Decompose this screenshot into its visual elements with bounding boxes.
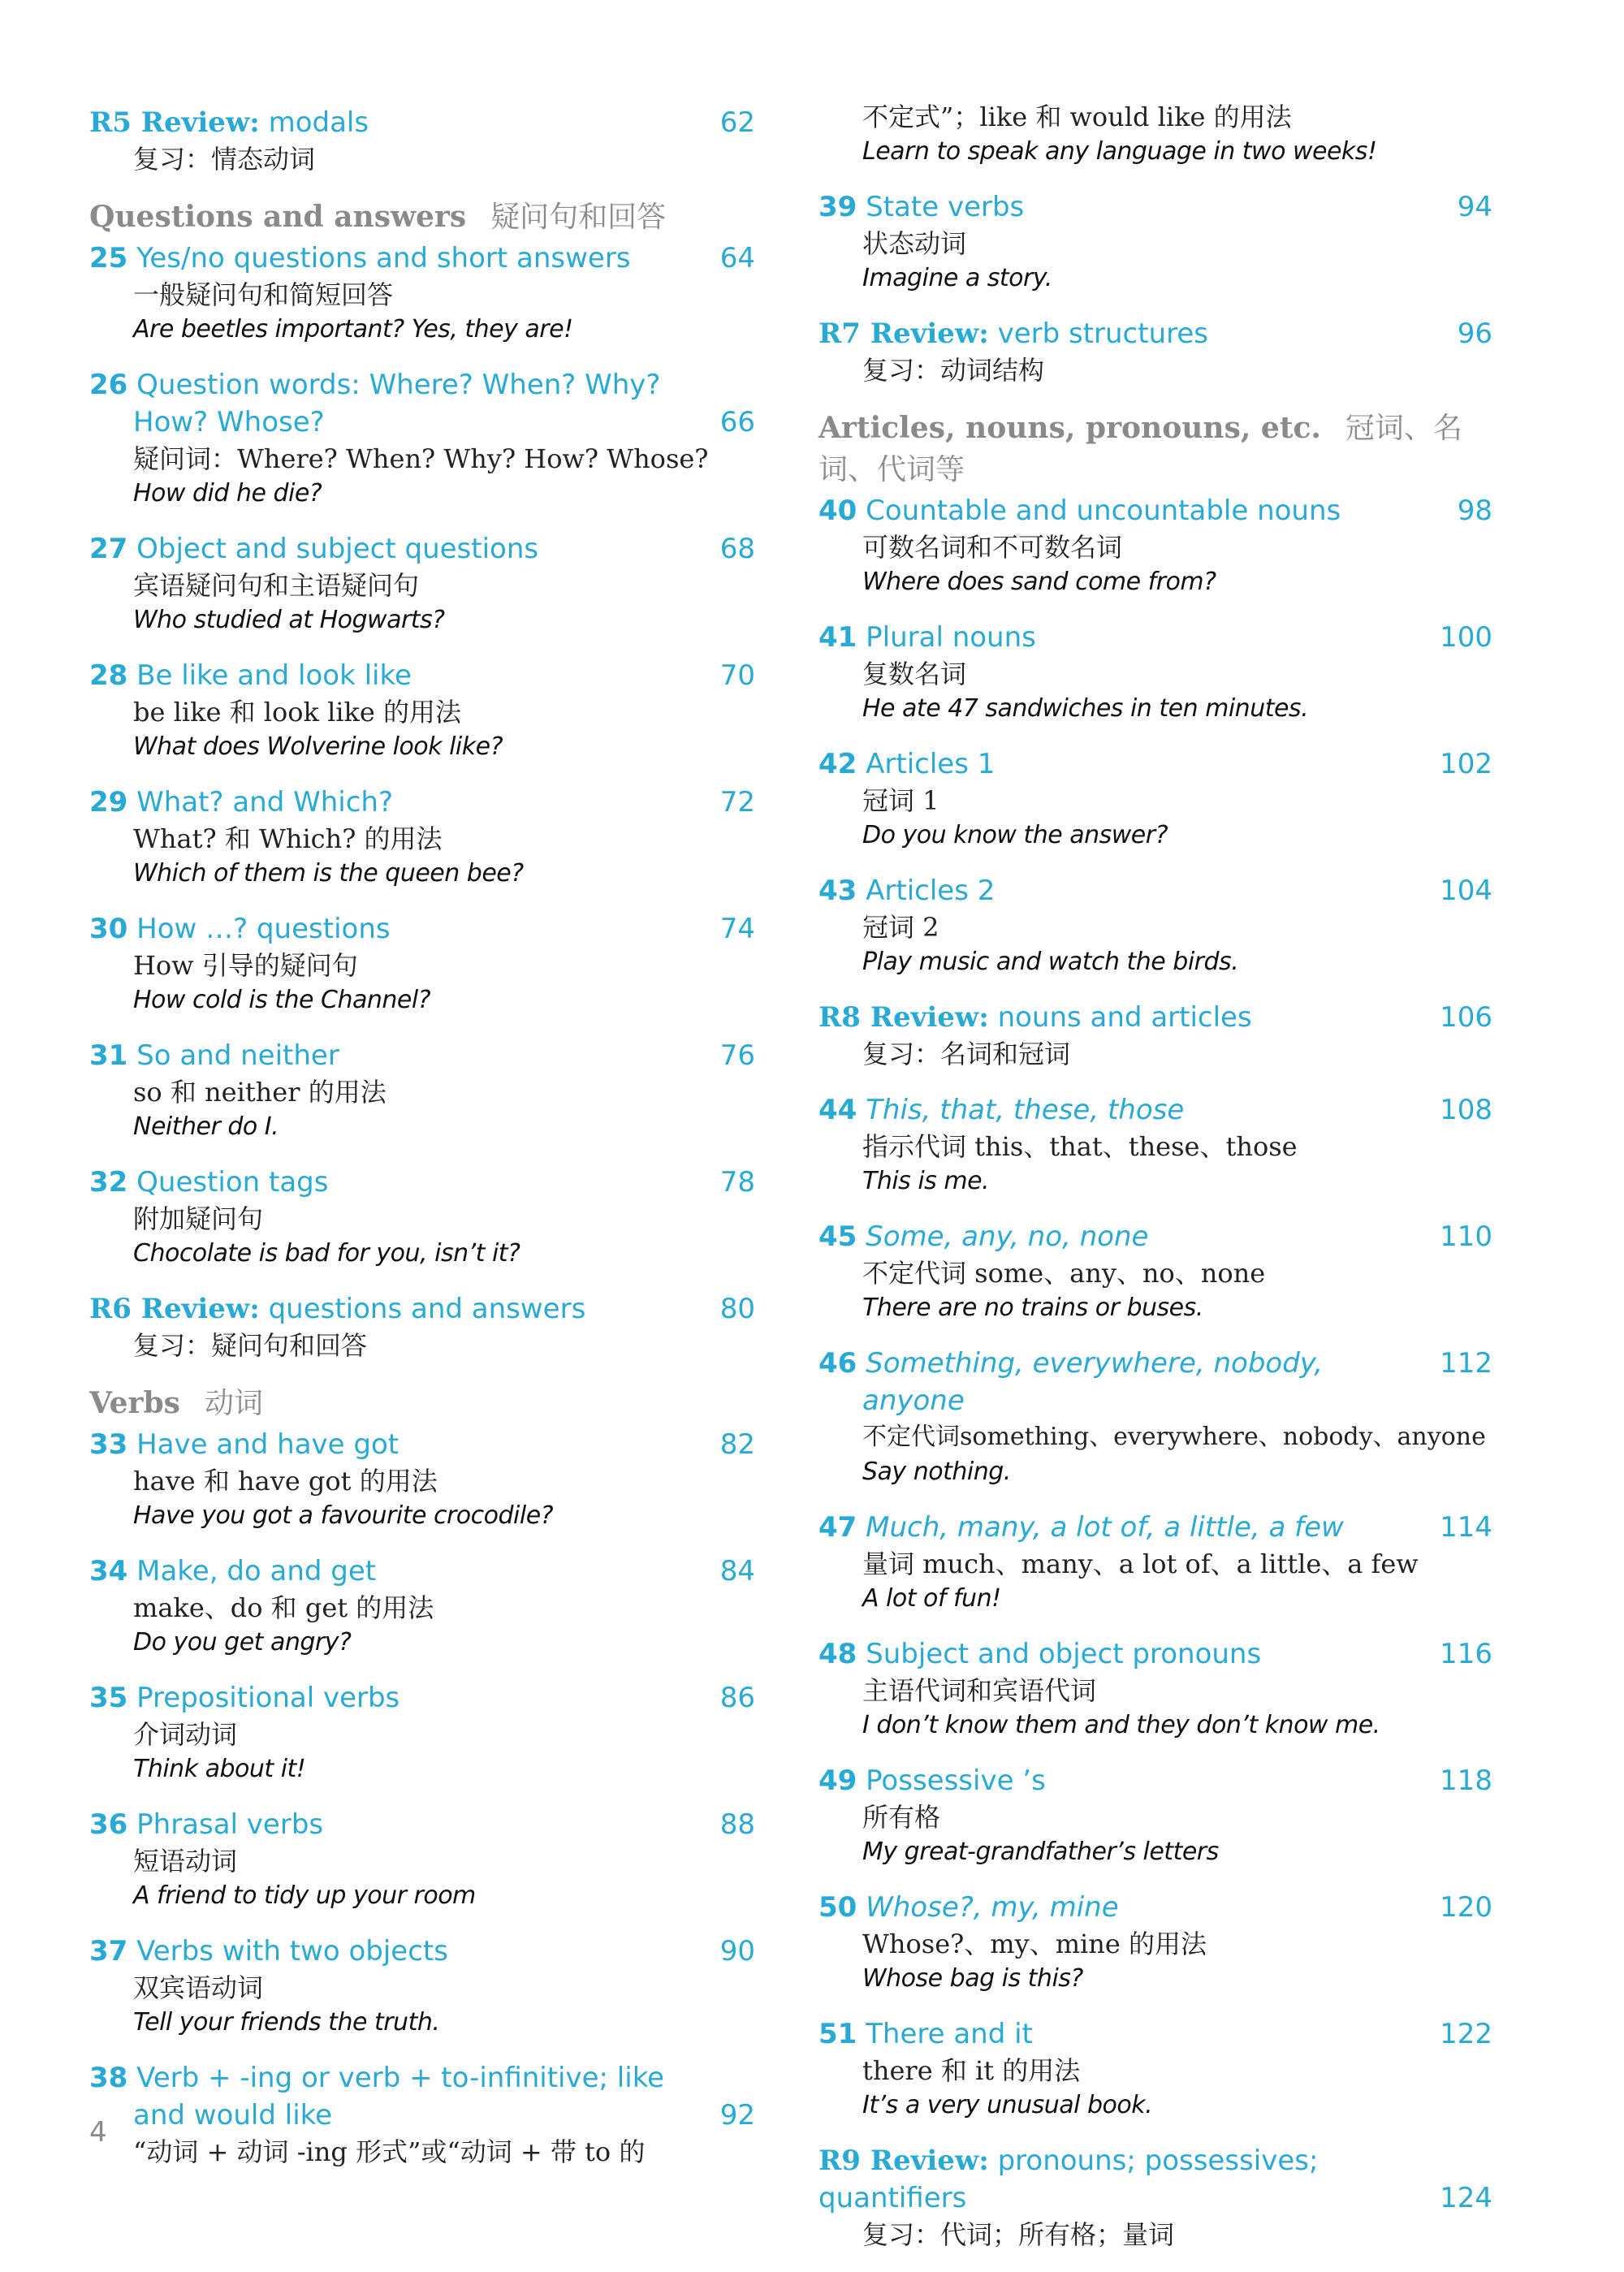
unit-entry [89,910,755,1017]
section-title-cn: 动词 [204,1387,263,1420]
chinese-translation: 不定式”；like 和 would like 的用法 [862,102,1292,132]
example-sentence: I don’t know them and they don’t know me. [862,1711,1380,1739]
section-heading [89,197,755,238]
chinese-translation: have 和 have got 的用法 [133,1466,438,1497]
chinese-translation: 复习：代词；所有格；量词 [862,2219,1175,2250]
unit-number: 30 [89,913,128,945]
unit-entry [89,1037,755,1144]
chinese-translation: so 和 neither 的用法 [133,1077,387,1108]
unit-name: Possessive ’s [866,1764,1046,1797]
review-label: R6 Review: [89,1293,260,1325]
chinese-translation: Whose?、my、mine 的用法 [862,1929,1207,1959]
unit-name: Some, any, no, none [866,1220,1149,1253]
unit-name: Question tags [136,1166,329,1199]
unit-number: 34 [89,1555,128,1587]
unit-title[interactable] [89,910,706,948]
unit-number: 25 [89,242,128,274]
page-ref[interactable]: 120 [1440,1891,1492,1924]
example-sentence: Think about it! [133,1755,306,1783]
unit-number: 29 [89,786,128,819]
unit-number: 28 [89,659,128,692]
unit-number: 39 [818,191,857,223]
page-ref[interactable]: 114 [1440,1511,1492,1544]
chinese-translation: 复习：疑问句和回答 [133,1330,368,1361]
page-ref[interactable]: 124 [1440,2182,1492,2214]
unit-entry [818,1635,1492,1743]
page-ref[interactable]: 122 [1440,2018,1492,2050]
review-entry [818,2142,1492,2253]
review-topic: pronouns; possessives; quantifiers [818,2145,1319,2214]
page-ref[interactable]: 62 [719,106,755,139]
unit-name: Phrasal verbs [136,1808,324,1841]
unit-name: Have and have got [136,1428,400,1461]
unit-title[interactable] [818,1889,1440,1926]
unit-number: 43 [818,875,857,907]
unit-name: Verb + -ing or verb + to-infinitive; like and would like [133,2062,665,2132]
chinese-translation: 双宾语动词 [133,1972,264,2003]
unit-name: There and it [866,2018,1033,2050]
unit-entry [89,1806,755,1913]
page-ref[interactable]: 92 [719,2099,755,2132]
chinese-translation: make、do 和 get 的用法 [133,1592,434,1623]
page-ref[interactable]: 86 [719,1682,755,1714]
page-ref[interactable]: 82 [719,1428,755,1461]
page-ref[interactable]: 64 [719,242,755,274]
section-title-cn: 冠词、名词、代词等 [818,412,1462,486]
unit-entry [818,1091,1492,1199]
unit-title[interactable] [818,619,1440,656]
chinese-translation: 一般疑问句和简短回答 [133,279,394,310]
chinese-translation: be like 和 look like 的用法 [133,697,462,728]
chinese-translation: 复习：名词和冠词 [862,1039,1071,1069]
unit-number: 36 [89,1808,128,1841]
page-ref[interactable]: 68 [719,533,755,565]
unit-title[interactable] [818,1762,1440,1799]
example-sentence: A friend to tidy up your room [133,1881,476,1910]
unit-title[interactable] [818,2015,1440,2053]
unit-number: 50 [818,1891,857,1924]
chinese-translation: 宾语疑问句和主语疑问句 [133,570,420,601]
review-entry [818,999,1492,1072]
unit-title[interactable] [89,2059,706,2134]
chinese-translation: 可数名词和不可数名词 [862,532,1123,563]
unit-name: Something, everywhere, nobody, anyone [862,1347,1324,1417]
unit-entry [89,1679,755,1786]
page-ref[interactable]: 76 [719,1039,755,1072]
unit-name: Yes/no questions and short answers [136,242,631,274]
unit-entry [818,2015,1492,2123]
review-topic: verb structures [997,317,1208,350]
page-ref[interactable]: 116 [1440,1638,1492,1670]
page-ref[interactable]: 90 [719,1935,755,1967]
chinese-translation: 指示代词 this、that、these、those [862,1131,1298,1162]
chinese-translation: 主语代词和宾语代词 [862,1675,1097,1706]
unit-name: Verbs with two objects [136,1935,448,1967]
example-sentence: Neither do I. [133,1112,279,1141]
unit-entry [818,492,1492,599]
unit-name: Whose?, my, mine [866,1891,1119,1924]
unit-entry [818,1218,1492,1325]
example-sentence: How cold is the Channel? [133,986,431,1014]
page-ref[interactable]: 70 [719,659,755,692]
chinese-translation: 冠词 1 [862,785,939,816]
unit-title[interactable] [89,240,706,277]
unit-title[interactable] [89,1933,706,1970]
section-title-cn: 疑问句和回答 [490,201,667,234]
unit-name: So and neither [136,1039,339,1072]
unit-title[interactable] [89,1037,706,1074]
section-title: Verbs [89,1386,180,1420]
page-ref[interactable]: 94 [1457,191,1492,223]
unit-name: Plural nouns [866,621,1036,654]
unit-title[interactable] [89,1164,706,1201]
example-sentence: Whose bag is this? [862,1964,1083,1993]
unit-title[interactable] [818,492,1444,529]
unit-entry [818,872,1492,979]
unit-number: 45 [818,1220,857,1253]
example-sentence: Do you get angry? [133,1628,352,1656]
page-ref[interactable]: 96 [1457,317,1492,350]
example-sentence: Say nothing. [862,1458,1011,1486]
unit-entry [89,240,755,347]
contents-right-column [818,104,1492,2272]
unit-title[interactable] [818,1091,1440,1129]
unit-name: Countable and uncountable nouns [866,495,1341,527]
unit-entry [818,1345,1492,1489]
page-ref[interactable]: 104 [1440,875,1492,907]
chinese-translation: 介词动词 [133,1719,238,1750]
section-heading [818,408,1492,490]
unit-title[interactable] [89,1553,706,1590]
unit-title[interactable] [89,784,706,821]
chinese-translation: 疑问词：Where? When? Why? How? Whose? [133,443,709,474]
page-ref[interactable]: 110 [1440,1220,1492,1253]
unit-number: 40 [818,495,857,527]
chinese-translation: 不定代词something、everywhere、nobody、anyone [862,1423,1486,1451]
example-sentence: Imagine a story. [862,264,1052,292]
unit-title[interactable] [818,1345,1440,1419]
unit-title[interactable] [89,1426,706,1463]
review-title[interactable] [818,315,1444,352]
section-title: Articles, nouns, pronouns, etc. [818,411,1321,445]
example-sentence: Do you know the answer? [862,821,1168,849]
unit-number: 46 [818,1347,857,1380]
chinese-translation: there 和 it 的用法 [862,2055,1081,2086]
unit-title[interactable] [89,366,706,441]
example-sentence: A lot of fun! [862,1584,1001,1613]
unit-name: Prepositional verbs [136,1682,400,1714]
page-ref[interactable]: 118 [1440,1764,1492,1797]
page-ref[interactable]: 98 [1457,495,1492,527]
unit-number: 27 [89,533,128,565]
review-label: R8 Review: [818,1001,989,1034]
chinese-translation: 附加疑问句 [133,1203,264,1234]
review-topic: questions and answers [268,1293,586,1325]
unit-name: Subject and object pronouns [866,1638,1262,1670]
unit-entry [89,366,755,511]
page-ref[interactable]: 72 [719,786,755,819]
unit-title[interactable] [818,745,1440,783]
unit-name: Be like and look like [136,659,412,692]
example-sentence: My great-grandfather’s letters [862,1838,1219,1866]
page-ref[interactable]: 88 [719,1808,755,1841]
unit-number: 42 [818,748,857,780]
review-label: R7 Review: [818,317,989,350]
page-ref[interactable]: 66 [719,406,755,438]
review-topic: modals [268,106,369,139]
unit-entry [818,1889,1492,1996]
example-sentence: What does Wolverine look like? [133,732,503,761]
unit-entry [89,1553,755,1660]
unit-title[interactable] [818,1635,1440,1673]
example-sentence: Have you got a favourite crocodile? [133,1501,554,1530]
example-sentence: Where does sand come from? [862,568,1216,596]
page-ref[interactable]: 100 [1440,621,1492,654]
example-sentence: There are no trains or buses. [862,1294,1203,1322]
chinese-translation: 冠词 2 [862,912,939,943]
page-number: 4 [89,2116,107,2149]
unit-entry-continued [818,99,1492,169]
review-title[interactable] [89,104,706,141]
unit-title[interactable] [89,530,706,568]
chinese-translation: What? 和 Which? 的用法 [133,823,443,854]
page-ref[interactable]: 80 [719,1293,755,1325]
unit-name: What? and Which? [136,786,394,819]
unit-name: This, that, these, those [866,1094,1185,1126]
unit-number: 48 [818,1638,857,1670]
example-sentence: Play music and watch the birds. [862,948,1239,976]
unit-name: Question words: Where? When? Why? How? Whose? [133,369,661,438]
unit-name: State verbs [866,191,1025,223]
unit-name: Make, do and get [136,1555,377,1587]
review-topic: nouns and articles [997,1001,1252,1034]
chinese-translation: 量词 much、many、a lot of、a little、a few [862,1549,1419,1579]
unit-name: Articles 2 [866,875,996,907]
page-ref[interactable]: 78 [719,1166,755,1199]
example-sentence: Are beetles important? Yes, they are! [133,315,573,343]
unit-entry [89,530,755,637]
example-sentence: Tell your friends the truth. [133,2008,440,2037]
review-title[interactable] [89,1290,706,1328]
unit-number: 49 [818,1764,857,1797]
review-label: R9 Review: [818,2145,989,2177]
section-heading [89,1383,755,1424]
unit-number: 31 [89,1039,128,1072]
review-title[interactable] [818,2142,1440,2217]
page-ref[interactable]: 108 [1440,1094,1492,1126]
page-ref[interactable]: 102 [1440,748,1492,780]
chinese-translation: 不定代词 some、any、no、none [862,1258,1266,1289]
unit-title[interactable] [818,872,1440,909]
unit-entry [89,784,755,891]
unit-number: 33 [89,1428,128,1461]
chinese-translation: 短语动词 [133,1846,238,1877]
unit-number: 47 [818,1511,857,1544]
contents-left-column [89,104,755,2189]
unit-number: 51 [818,2018,857,2050]
unit-number: 37 [89,1935,128,1967]
unit-title[interactable] [89,657,706,694]
unit-entry [89,1426,755,1533]
example-sentence: Which of them is the queen bee? [133,859,524,888]
unit-title[interactable] [89,1679,706,1717]
chinese-translation: 复习：动词结构 [862,355,1045,386]
unit-entry [818,745,1492,853]
unit-number: 38 [89,2062,128,2094]
example-sentence: Who studied at Hogwarts? [133,606,445,634]
unit-number: 32 [89,1166,128,1199]
unit-name: Much, many, a lot of, a little, a few [866,1511,1344,1544]
review-entry [818,315,1492,388]
unit-name: Object and subject questions [136,533,539,565]
unit-entry [89,1164,755,1271]
review-label: R5 Review: [89,106,260,139]
unit-number: 26 [89,369,128,401]
unit-entry [89,657,755,764]
chinese-translation: 复习：情态动词 [133,144,316,175]
chinese-translation: How 引导的疑问句 [133,950,358,981]
unit-number: 35 [89,1682,128,1714]
review-entry [89,1290,755,1363]
page-ref[interactable]: 74 [719,913,755,945]
review-entry [89,104,755,177]
review-title[interactable] [818,999,1440,1036]
unit-title[interactable] [818,1218,1440,1255]
unit-entry [818,1509,1492,1616]
unit-entry [89,1933,755,2040]
unit-entry [89,2059,755,2170]
unit-entry [818,188,1492,296]
unit-title[interactable] [89,1806,706,1843]
example-sentence: How did he die? [133,479,322,508]
unit-name: How …? questions [136,913,391,945]
example-sentence: Learn to speak any language in two weeks! [862,137,1377,166]
page-ref[interactable]: 84 [719,1555,755,1587]
chinese-translation: 复数名词 [862,659,967,689]
page-ref[interactable]: 112 [1440,1347,1492,1380]
unit-number: 44 [818,1094,857,1126]
example-sentence: It’s a very unusual book. [862,2091,1153,2119]
section-title: Questions and answers [89,200,467,234]
example-sentence: This is me. [862,1167,990,1195]
unit-name: Articles 1 [866,748,996,780]
example-sentence: Chocolate is bad for you, isn’t it? [133,1239,520,1268]
chinese-translation: 状态动词 [862,228,967,259]
unit-title[interactable] [818,1509,1440,1546]
example-sentence: He ate 47 sandwiches in ten minutes. [862,694,1309,723]
unit-entry [818,1762,1492,1869]
chinese-translation: 所有格 [862,1802,941,1833]
chinese-translation: “动词 + 动词 -ing 形式”或“动词 + 带 to 的 [133,2136,646,2167]
page-ref[interactable]: 106 [1440,1001,1492,1034]
unit-number: 41 [818,621,857,654]
unit-entry [818,619,1492,726]
unit-title[interactable] [818,188,1444,226]
